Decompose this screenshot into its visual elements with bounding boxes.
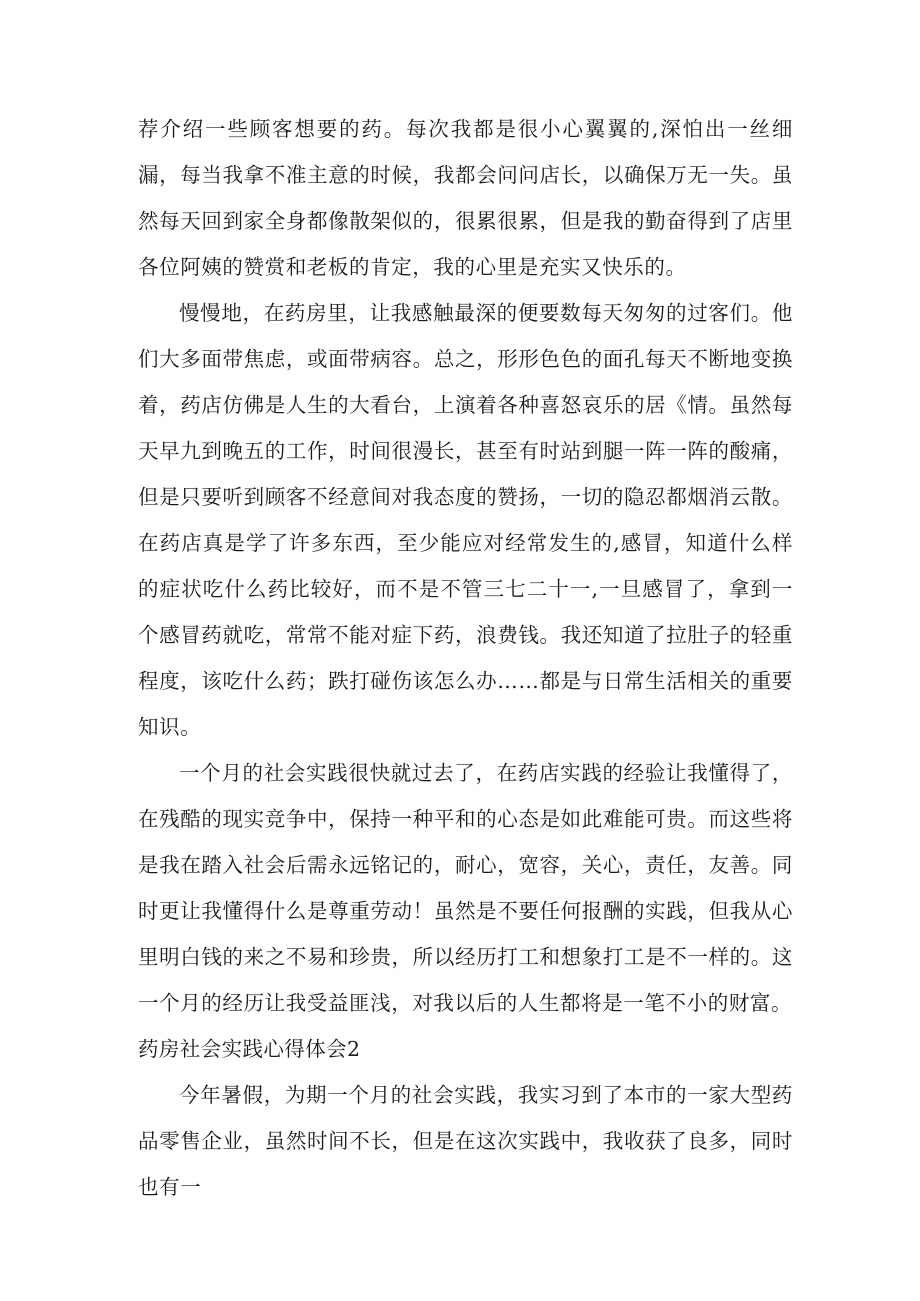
- paragraph-3: 一个月的社会实践很快就过去了，在药店实践的经验让我懂得了，在残酷的现实竞争中，保持一种平和的心态是如此难能可贵。而这些将是我在踏入社会后需永远铭记的，耐心，宽容，关心，责任，友善。同时更让我懂得什么是尊重劳动！虽然是不要任何报酬的实践，但我从心里明白钱的来之不易和珍贵，所以经历打工和想象打工是不一样的。这一个月的经历让我受益匪浅，对我以后的人生都将是一笔不小的财富。: [138, 761, 793, 1015]
- paragraph-4: 今年暑假，为期一个月的社会实践，我实习到了本市的一家大型药品零售企业，虽然时间不长，但是在这次实践中，我收获了良多，同时也有一: [138, 1083, 793, 1199]
- paragraph-2: 慢慢地，在药房里，让我感触最深的便要数每天匆匆的过客们。他们大多面带焦虑，或面带病容。总之，形形色色的面孔每天不断地变换着，药店仿佛是人生的大看台，上演着各种喜怒哀乐的居《情。虽然每天早九到晚五的工作，时间很漫长，甚至有时站到腿一阵一阵的酸痛，但是只要听到顾客不经意间对我态度的赞扬，一切的隐忍都烟消云散。在药店真是学了许多东西，至少能应对经常发生的,感冒，知道什么样的症状吃什么药比较好，而不是不管三七二十一,一旦感冒了，拿到一个感冒药就吃，常常不能对症下药，浪费钱。我还知道了拉肚子的轻重程度，该吃什么药；跌打碰伤该怎么办……都是与日常生活相关的重要知识。: [138, 301, 793, 739]
- document-body: [138, 106, 793, 1210]
- section-heading: 药房社会实践心得体会2: [138, 1037, 361, 1061]
- paragraph-1: 荐介绍一些顾客想要的药。每次我都是很小心翼翼的,深怕出一丝细漏，每当我拿不准主意的时候，我都会问问店长，以确保万无一失。虽然每天回到家全身都像散架似的，很累很累，但是我的勤奋得到了店里各位阿姨的赞赏和老板的肯定，我的心里是充实又快乐的。: [138, 117, 793, 279]
